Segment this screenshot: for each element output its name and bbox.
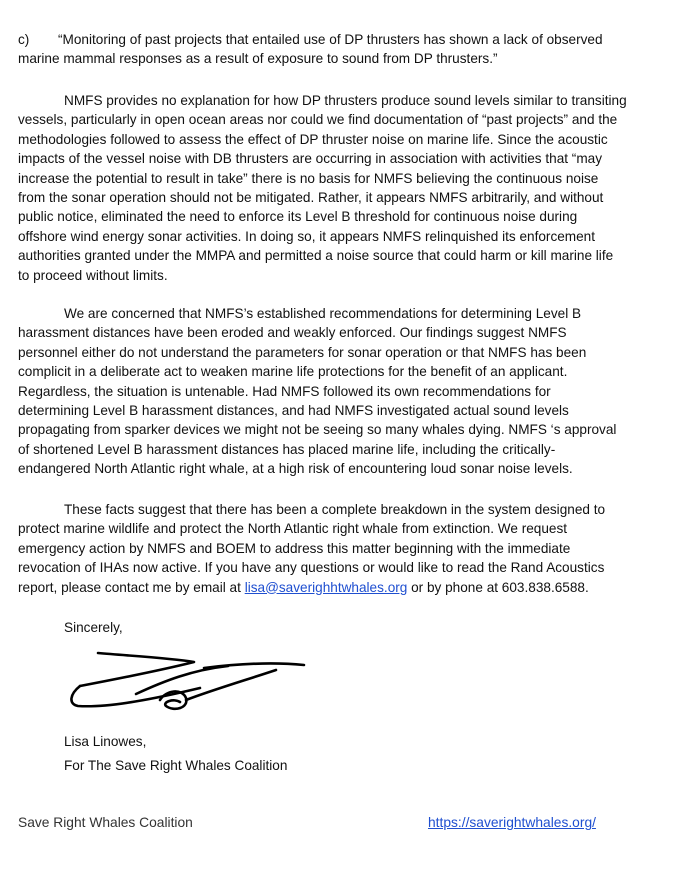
paragraph-line: to proceed without limits.	[18, 267, 168, 283]
paragraph-line: from the sonar operation should not be mitigated. Rather, it appears NMFS arbitrarily, and without	[18, 190, 604, 206]
signer-organization: For The Save Right Whales Coalition	[64, 758, 288, 773]
quoted-item-c	[18, 30, 658, 69]
signer-name: Lisa Linowes,	[64, 734, 147, 749]
paragraph-line: impacts of the vessel noise with DB thrusters are occurring in association with activities that “may	[18, 151, 603, 167]
paragraph-line: NMFS provides no explanation for how DP thrusters produce sound levels similar to transiting	[64, 93, 627, 108]
paragraph-line: We are concerned that NMFS’s established recommendations for determining Level B	[64, 306, 582, 321]
email-link[interactable]: lisa@saverighhtwhales.org	[244, 579, 408, 595]
paragraph-line: methodologies followed to assess the effect of DP thruster noise on marine life. Since the acoustic	[18, 131, 608, 147]
paragraph-line: public notice, eliminated the need to enforce its Level B threshold for continuous noise during	[18, 209, 578, 225]
paragraph-line: endangered North Atlantic right whale, at a high risk of encountering loud sonar noise levels.	[18, 461, 573, 477]
paragraph-line: revocation of IHAs now active. If you have any questions or would like to read the Rand Acoustics	[18, 560, 605, 576]
paragraph-line: Regardless, the situation is untenable. Had NMFS followed its own recommendations for	[18, 383, 551, 399]
item-marker: c)	[18, 32, 30, 47]
closing-salutation: Sincerely,	[64, 620, 123, 635]
paragraph-line: propagating from sparker devices we might not be seeing so many whales dying. NMFS ‘s approval	[18, 422, 617, 438]
footer-website-link[interactable]: https://saverightwhales.org/	[428, 815, 596, 830]
body-paragraph-request	[18, 500, 658, 597]
paragraph-line: personnel either do not understand the parameters for sonar operation or that NMFS has been	[18, 344, 587, 360]
paragraph-line	[18, 578, 658, 597]
paragraph-line: authorities granted under the MMPA and permitted a noise source that could harm or kill marine life	[18, 248, 614, 264]
paragraph-line: These facts suggest that there has been a complete breakdown in the system designed to	[64, 502, 606, 517]
paragraph-line: complicit in a deliberate act to weaken marine life protections for the benefit of an applicant.	[18, 364, 568, 380]
contact-text: or by phone at 603.838.6588.	[407, 579, 589, 595]
body-paragraph-level-b	[18, 304, 658, 479]
footer-organization: Save Right Whales Coalition	[18, 815, 193, 830]
paragraph-line: of shortened Level B harassment distances has placed marine life, including the critically-	[18, 441, 556, 457]
paragraph-line: marine mammal responses as a result of exposure to sound from DP thrusters.”	[18, 51, 498, 67]
body-paragraph-dp-thrusters	[18, 91, 658, 285]
contact-text: report, please contact me by email at	[18, 579, 245, 595]
paragraph-line: protect marine wildlife and protect the North Atlantic right whale from extinction. We request	[18, 521, 568, 537]
paragraph-line: determining Level B harassment distances, and had NMFS investigated actual sound levels	[18, 403, 569, 419]
signer-block	[64, 730, 287, 778]
paragraph-line: vessels, particularly in open ocean areas nor could we find documentation of “past projects” and the	[18, 112, 618, 128]
paragraph-line: “Monitoring of past projects that entailed use of DP thrusters has shown a lack of observed	[58, 32, 603, 47]
paragraph-line: increase the potential to result in take” there is no basis for NMFS believing the continuous noise	[18, 170, 599, 186]
paragraph-line: offshore wind energy sonar activities. In doing so, it appears NMFS relinquished its enforcement	[18, 228, 596, 244]
handwritten-signature	[62, 648, 312, 718]
paragraph-line: harassment distances have been eroded and weakly enforced. Our findings suggest NMFS	[18, 325, 567, 341]
paragraph-line: emergency action by NMFS and BOEM to address this matter beginning with the immediate	[18, 540, 571, 556]
